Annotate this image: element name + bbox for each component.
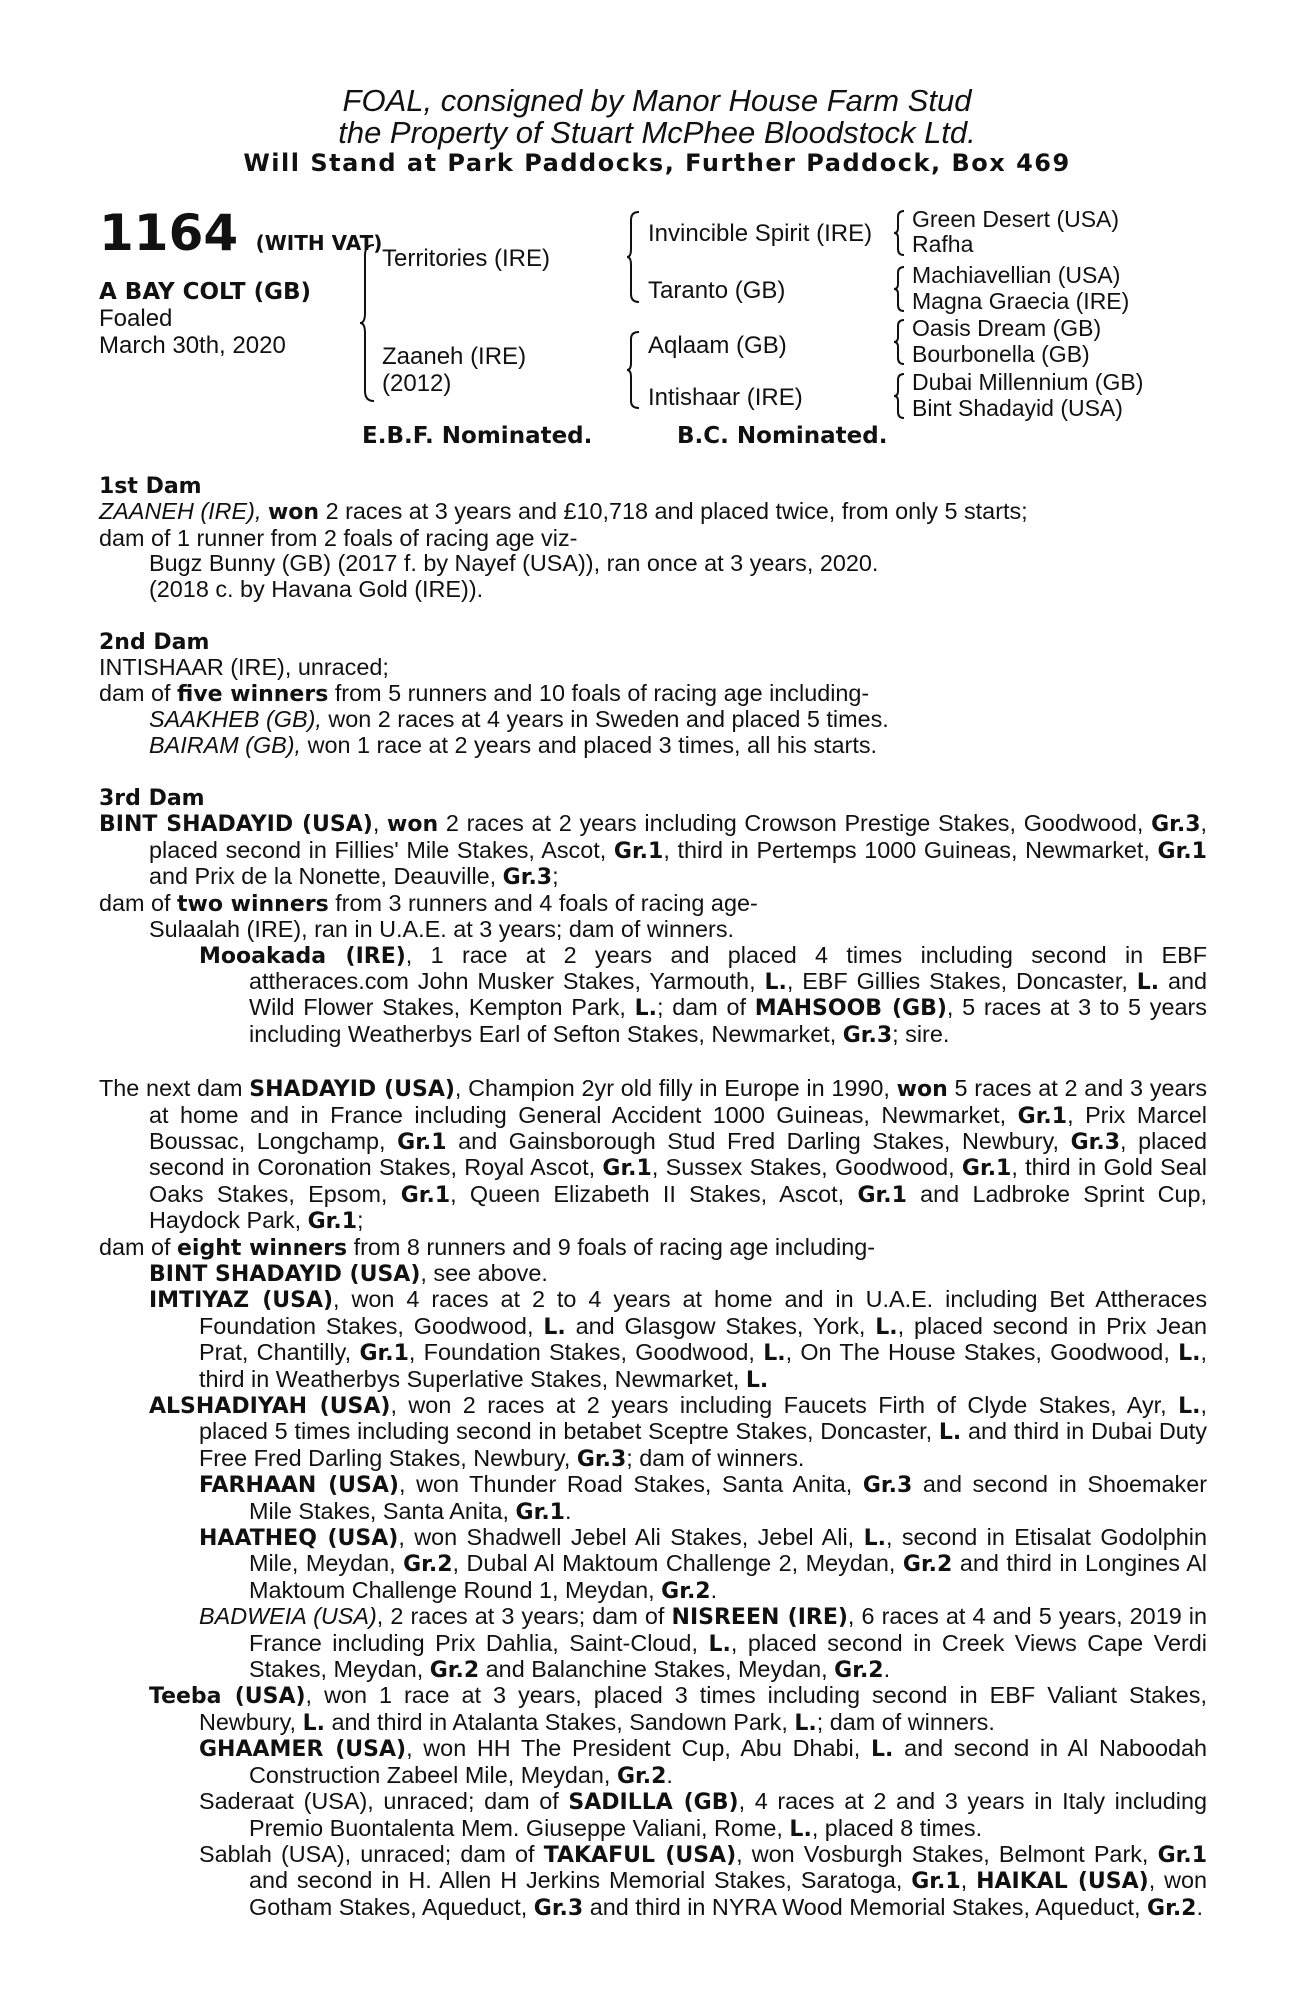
first-dam-foal-1: Bugz Bunny (GB) (2017 f. by Nayef (USA)), ran once at 3 years, 2020. [149,550,879,577]
consignor-line: FOAL, consigned by Manor House Farm Stud [342,83,972,118]
brace-sire-dam [360,243,376,403]
first-dam-produce-summary: dam of 1 runner from 2 foals of racing age viz- [99,524,578,551]
brace-dam-parents [627,330,641,410]
pedigree-dam-dam: Intishaar (IRE) [648,384,803,411]
ebf-nominated: E.B.F. Nominated. [362,423,593,449]
first-dam-line: ZAANEH (IRE), won 2 races at 3 years and £10,718 and placed twice, from only 5 starts; [99,498,1028,526]
grandfoal-ghaamer: GHAAMER (USA), won HH The President Cup, Abu Dhabi, L. and second in Al Naboodah Construction Zabeel Mile, Meydan, Gr.2. [199,1735,1207,1789]
brace-g5-g6 [894,318,906,366]
grandfoal-farhaan: FARHAAN (USA), won Thunder Road Stakes, Santa Anita, Gr.3 and second in Shoemaker Mile Stakes, Santa Anita, Gr.1. [199,1471,1208,1525]
next-dam-line: The next dam SHADAYID (USA), Champion 2yr old filly in Europe in 1990, won 5 races at 2 and 3 years at home and in France including General Accident 1000 Guineas, Newmarket, Gr.1, Prix Marcel Boussac, Longchamp, Gr.1 and Gainsborough Stud Fred Darling Stakes, Newbury, Gr.3, placed second in Coronation Stakes, Royal Ascot, Gr.1, Sussex Stakes, Goodwood, Gr.1, third in Gold Seal Oaks Stakes, Epsom, Gr.1, Queen Elizabeth II Stakes, Ascot, Gr.1 and Ladbroke Sprint Cup, Haydock Park, Gr.1; [99,1075,1208,1235]
bc-nominated: B.C. Nominated. [677,423,888,449]
next-dam-foal-alshadiyah: ALSHADIYAH (USA), won 2 races at 2 years including Faucets Firth of Clyde Stakes, Ayr, L., placed 5 times including second in betabet Sceptre Stakes, Doncaster, L. and third in Dubai Duty Free Fred Darling Stakes, Newbury, Gr.3; dam of winners. [149,1392,1207,1472]
second-dam-foal-2: BAIRAM (GB), won 1 race at 2 years and placed 3 times, all his starts. [149,731,878,758]
lot-name: A BAY COLT (GB) [99,279,312,305]
foaled-label: Foaled [99,305,173,332]
vat-note: (WITH VAT) [255,231,383,255]
property-line: the Property of Stuart McPhee Bloodstock Ltd. [338,115,976,150]
pedigree-g4: Magna Graecia (IRE) [912,288,1130,314]
third-dam-title: 3rd Dam [99,786,205,812]
brace-sire-parents [627,210,641,305]
grandfoal-sablah: Sablah (USA), unraced; dam of TAKAFUL (USA), won Vosburgh Stakes, Belmont Park, Gr.1 and second in H. Allen H Jerkins Memorial Stakes, Saratoga, Gr.1, HAIKAL (USA), won Gotham Stakes, Aqueduct, Gr.3 and third in NYRA Wood Memorial Stakes, Aqueduct, Gr.2. [199,1840,1208,1921]
pedigree-g2: Rafha [912,231,974,257]
pedigree-g1: Green Desert (USA) [912,206,1120,232]
pedigree-g5: Oasis Dream (GB) [912,315,1102,341]
pedigree-g6: Bourbonella (GB) [912,341,1090,367]
third-dam-produce-summary: dam of two winners from 3 runners and 4 foals of racing age- [99,889,758,917]
third-dam-line: BINT SHADAYID (USA), won 2 races at 2 years including Crowson Prestige Stakes, Goodwood, Gr.3, placed second in Fillies' Mile Stakes, Ascot, Gr.1, third in Pertemps 1000 Guineas, Newmarket, Gr.1 and Prix de la Nonette, Deauville, Gr.3; [99,810,1207,891]
pedigree-sire-sire: Invincible Spirit (IRE) [648,220,873,247]
brace-g7-g8 [894,372,906,420]
second-dam-produce-summary: dam of five winners from 5 runners and 10 foals of racing age including- [99,679,870,707]
second-dam-title: 2nd Dam [99,630,210,656]
next-dam-produce-summary: dam of eight winners from 8 runners and 9 foals of racing age including- [99,1233,876,1261]
first-dam-title: 1st Dam [99,474,202,499]
pedigree-sire: Territories (IRE) [382,245,551,272]
third-dam-foal-1: Sulaalah (IRE), ran in U.A.E. at 3 years; dam of winners. [149,916,735,943]
first-dam-foal-2: (2018 c. by Havana Gold (IRE)). [149,575,484,602]
third-dam-granddaughter: Mooakada (IRE), 1 race at 2 years and placed 4 times including second in EBF attheraces.com John Musker Stakes, Yarmouth, L., EBF Gillies Stakes, Doncaster, L. and Wild Flower Stakes, Kempton Park, L.; dam of MAHSOOB (GB), 5 races at 3 to 5 years including Weatherbys Earl of Sefton Stakes, Newmarket, Gr.3; sire. [199,941,1207,1048]
next-dam-foal-teeba: Teeba (USA), won 1 race at 3 years, placed 3 times including second in EBF Valiant Stakes, Newbury, L. and third in Atalanta Stakes, Sandown Park, L.; dam of winners. [149,1682,1207,1736]
pedigree-g7: Dubai Millennium (GB) [912,369,1144,395]
pedigree-sire-dam: Taranto (GB) [648,277,786,304]
stabling-line: Will Stand at Park Paddocks, Further Paddock, Box 469 [243,149,1071,177]
pedigree-dam-year: (2012) [382,370,452,397]
catalogue-body [99,474,1207,1921]
grandfoal-badweia: BADWEIA (USA), 2 races at 3 years; dam of NISREEN (IRE), 6 races at 4 and 5 years, 2019 in France including Prix Dahlia, Saint-Cloud, L., placed second in Creek Views Cape Verdi Stakes, Meydan, Gr.2 and Balanchine Stakes, Meydan, Gr.2. [199,1603,1208,1684]
pedigree-g3: Machiavellian (USA) [912,262,1121,288]
pedigree-dam-sire: Aqlaam (GB) [648,332,787,359]
second-dam-line: INTISHAAR (IRE), unraced; [99,654,389,681]
next-dam-foal-bint-shadayid: BINT SHADAYID (USA), see above. [149,1259,548,1287]
foaled-date: March 30th, 2020 [99,332,286,359]
brace-g3-g4 [894,265,906,313]
grandfoal-saderaat: Saderaat (USA), unraced; dam of SADILLA (GB), 4 races at 2 and 3 years in Italy including Premio Buontalenta Mem. Giuseppe Valiani, Rome, L., placed 8 times. [199,1788,1207,1842]
brace-g1-g2 [894,209,906,257]
lot-number-row [99,205,382,271]
pedigree-g8: Bint Shadayid (USA) [912,395,1123,421]
grandfoal-haatheq: HAATHEQ (USA), won Shadwell Jebel Ali Stakes, Jebel Ali, L., second in Etisalat Godolphin Mile, Meydan, Gr.2, Dubal Al Maktoum Challenge 2, Meydan, Gr.2 and third in Longines Al Maktoum Challenge Round 1, Meydan, Gr.2. [199,1524,1207,1604]
second-dam-foal-1: SAAKHEB (GB), won 2 races at 4 years in Sweden and placed 5 times. [149,706,889,733]
next-dam-foal-imtiyaz: IMTIYAZ (USA), won 4 races at 2 to 4 years at home and in U.A.E. including Bet Attheraces Foundation Stakes, Goodwood, L. and Glasgow Stakes, York, L., placed second in Prix Jean Prat, Chantilly, Gr.1, Foundation Stakes, Goodwood, L., On The House Stakes, Goodwood, L., third in Weatherbys Superlative Stakes, Newmarket, L. [149,1286,1208,1393]
lot-number: 1164 [99,204,239,262]
pedigree-dam: Zaaneh (IRE) [382,343,527,370]
